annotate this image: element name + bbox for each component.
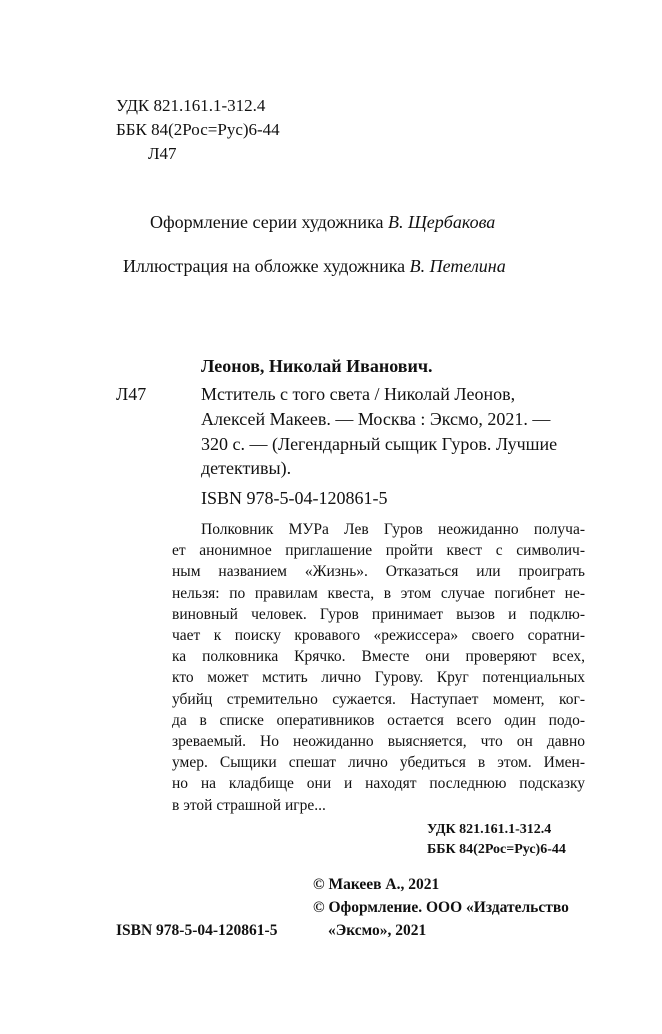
annotation-line: зреваемый. Но неожиданно выясняется, что он давно	[172, 733, 585, 751]
bbk-code: ББК 84(2Рос=Рус)6-44	[116, 120, 280, 139]
isbn-bottom: ISBN 978-5-04-120861-5	[116, 922, 278, 939]
copyright-design: © Оформление. ООО «Издательство	[313, 899, 569, 916]
bbk-code-bottom: ББК 84(2Рос=Рус)6-44	[427, 842, 566, 857]
udk-code-bottom: УДК 821.161.1-312.4	[427, 822, 552, 837]
annotation-line: ет анонимное приглашение пройти квест с символич-	[172, 542, 585, 560]
annotation-line: да в списке оперативников остается всего один подо-	[172, 711, 585, 729]
copyright-author: © Макеев А., 2021	[313, 876, 440, 893]
annotation-line: нельзя: по правилам квеста, в этом случае погибнет не-	[172, 584, 585, 602]
author-mark-top: Л47	[148, 144, 177, 163]
udk-code: УДК 821.161.1-312.4	[116, 96, 266, 115]
author-mark: Л47	[116, 384, 147, 404]
description-line: Мститель с того света / Николай Леонов,	[201, 384, 516, 404]
copyright-publisher: «Эксмо», 2021	[328, 922, 427, 939]
annotation-line: умер. Сыщики спешат лично убедиться в этом. Имен-	[172, 754, 585, 772]
annotation-line: чает к поиску кровавого «режиссера» своего соратни-	[172, 627, 585, 645]
annotation-line: ка полковника Крячко. Вместе они проверяют всех,	[172, 648, 585, 666]
annotation-line: Полковник МУРа Лев Гуров неожиданно получа-	[201, 521, 585, 538]
annotation-line: ным названием «Жизнь». Отказаться или проиграть	[172, 563, 585, 581]
series-design-credit	[150, 210, 495, 234]
annotation-line: в этой страшной игре...	[172, 796, 326, 814]
series-design-prefix: Оформление серии художника	[150, 212, 384, 232]
annotation-line: но на кладбище они и находят последнюю подсказку	[172, 775, 585, 793]
author-heading: Леонов, Николай Иванович.	[201, 356, 433, 376]
description-line: 320 с. — (Легендарный сыщик Гуров. Лучшие	[201, 434, 558, 454]
cover-illustration-prefix: Иллюстрация на обложке художника	[123, 256, 406, 276]
annotation-line: виновный человек. Гуров принимает вызов и подклю-	[172, 605, 585, 623]
annotation-line: убийц стремительно сужается. Наступает момент, ког-	[172, 690, 585, 708]
description-line: Алексей Макеев. — Москва : Эксмо, 2021. —	[201, 409, 551, 429]
isbn: ISBN 978-5-04-120861-5	[201, 488, 388, 508]
description-line: детективы).	[201, 458, 292, 478]
annotation-line: кто может мстить лично Гурову. Круг потенциальных	[172, 669, 585, 687]
cover-illustration-artist: В. Петелина	[409, 256, 506, 276]
series-design-artist: В. Щербакова	[388, 212, 496, 232]
annotation	[172, 519, 585, 816]
cover-illustration-credit	[123, 254, 506, 278]
